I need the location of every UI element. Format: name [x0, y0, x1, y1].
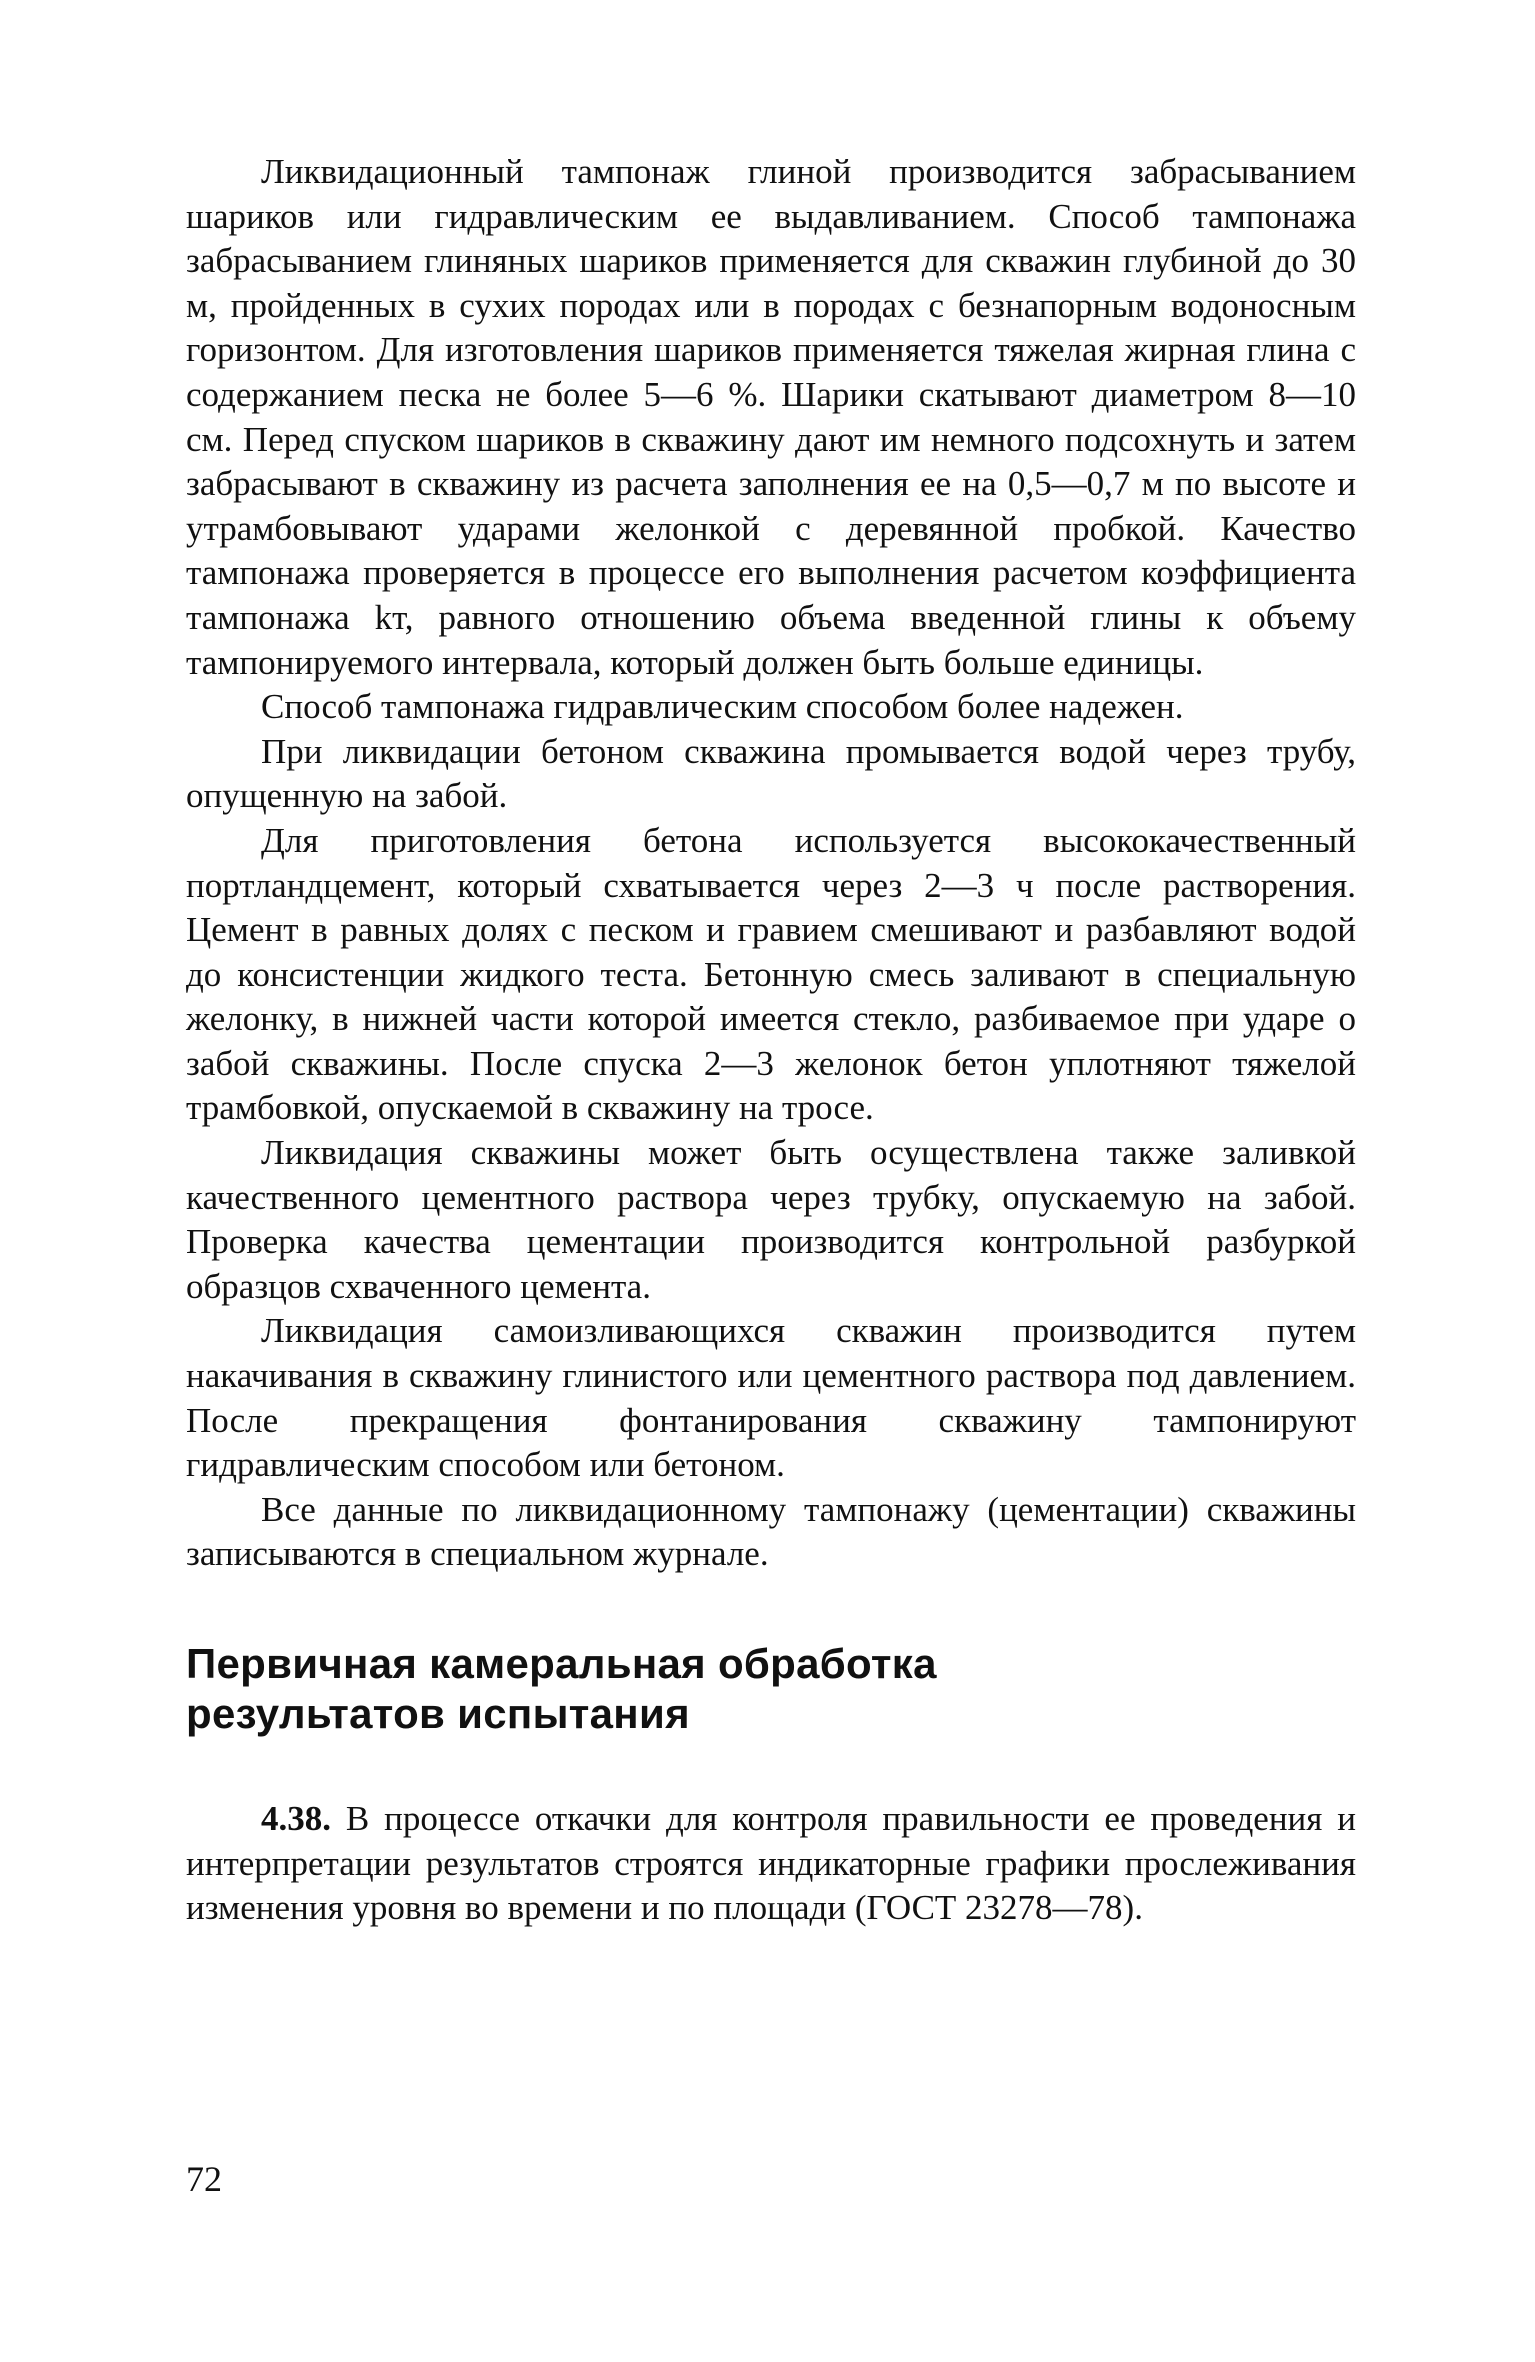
- section-number: 4.38.: [261, 1799, 331, 1838]
- paragraph-hydraulic-method: Способ тампонажа гидравлическим способом более надежен.: [261, 687, 1184, 727]
- section-heading-line-1: Первичная камеральная обработка: [186, 1640, 937, 1687]
- paragraph-section-4-38: [186, 1797, 1356, 1931]
- paragraph-concrete-flushing: При ликвидации бетоном скважина промывается водой через трубу, опущенную на забой.: [186, 731, 1356, 816]
- page-number: 72: [186, 2159, 222, 2199]
- paragraph-concrete-preparation: Для приготовления бетона используется высококачественный портландцемент, который схватывается через 2—3 ч после растворения. Цемент в равных долях с песком и гравием смешивают и разбавляют водой до консистенции жидкого теста. Бетонную смесь заливают в специальную желонку, в нижней части которой имеется стекло, разбиваемое при ударе о забой скважины. После спуска 2—3 желонок бетон уплотняют тяжелой трамбовкой, опускаемой в скважину на тросе.: [186, 820, 1356, 1128]
- paragraph-journal: Все данные по ликвидационному тампонажу (цементации) скважины записываются в специальном журнале.: [186, 1489, 1356, 1574]
- document-page: [186, 150, 1356, 1931]
- paragraph-flowing-wells: Ликвидация самоизливающихся скважин производится путем накачивания в скважину глинистого или цементного раствора под давлением. После прекращения фонтанирования скважину тампонируют гидравлическим способом или бетоном.: [186, 1311, 1356, 1485]
- section-text: В процессе откачки для контроля правильности ее проведения и интерпретации результатов строятся индикаторные графики прослеживания изменения уровня во времени и по площади (ГОСТ 23278—78).: [186, 1799, 1356, 1928]
- section-heading-line-2: результатов испытания: [186, 1690, 690, 1737]
- section-heading: [186, 1639, 1356, 1739]
- paragraph-clay-plugging: Ликвидационный тампонаж глиной производится забрасыванием шариков или гидравлическим ее выдавливанием. Способ тампонажа забрасыванием глиняных шариков применяется для скважин глубиной до 30 м, пройденных в сухих породах или в породах с безнапорным водоносным горизонтом. Для изготовления шариков применяется тяжелая жирная глина с содержанием песка не более 5—6 %. Шарики скатывают диаметром 8—10 см. Перед спуском шариков в скважину дают им немного подсохнуть и затем забрасывают в скважину из расчета заполнения ее на 0,5—0,7 м по высоте и утрамбовывают ударами желонкой с деревянной пробкой. Качество тампонажа проверяется в процессе его выполнения расчетом коэффициента тампонажа kт, равного отношению объема введенной глины к объему тампонируемого интервала, который должен быть больше единицы.: [186, 152, 1356, 682]
- paragraph-cement-grout: Ликвидация скважины может быть осуществлена также заливкой качественного цементного раствора через трубку, опускаемую на забой. Проверка качества цементации производится контрольной разбуркой образцов схваченного цемента.: [186, 1133, 1356, 1306]
